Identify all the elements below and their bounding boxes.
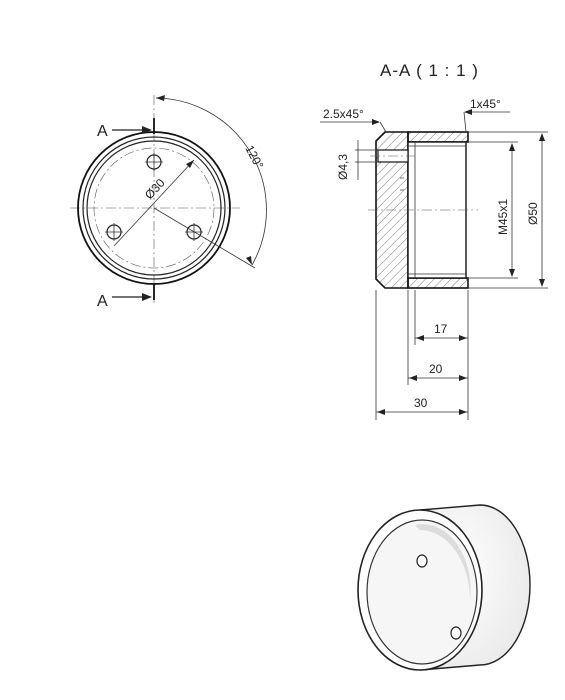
dim-30-label: 30 [414, 396, 428, 410]
hole-top [145, 153, 163, 171]
chamfer-right-label: 1x45° [470, 97, 501, 111]
section-mark-top: A [97, 123, 108, 140]
outer-diameter-label: Ø50 [526, 202, 540, 225]
iso-hole-bottom [451, 627, 461, 639]
thread-label: M45x1 [496, 198, 510, 235]
angle-extension-line [154, 208, 255, 268]
section-hatch-bottom-rim [408, 278, 468, 288]
hole-left [105, 223, 123, 241]
section-mark-bottom: A [97, 293, 108, 310]
front-view [70, 95, 266, 310]
iso-inner-bore [367, 520, 477, 664]
dim-17-label: 17 [434, 322, 448, 336]
section-view [320, 61, 548, 420]
chamfer-left-label: 2.5x45° [323, 107, 364, 121]
angle-arrow-start [156, 95, 165, 101]
hole-diameter-label: Ø4,3 [336, 153, 350, 180]
angle-label: 120° [242, 142, 267, 172]
iso-hole-top [417, 555, 427, 567]
angle-arc [156, 98, 266, 265]
section-title: A-A ( 1 : 1 ) [380, 61, 479, 80]
isometric-view [358, 505, 530, 670]
dim-20-label: 20 [429, 362, 443, 376]
section-hatch-top-rim [408, 132, 468, 142]
hole-circle-label: Ø30 [141, 175, 168, 203]
